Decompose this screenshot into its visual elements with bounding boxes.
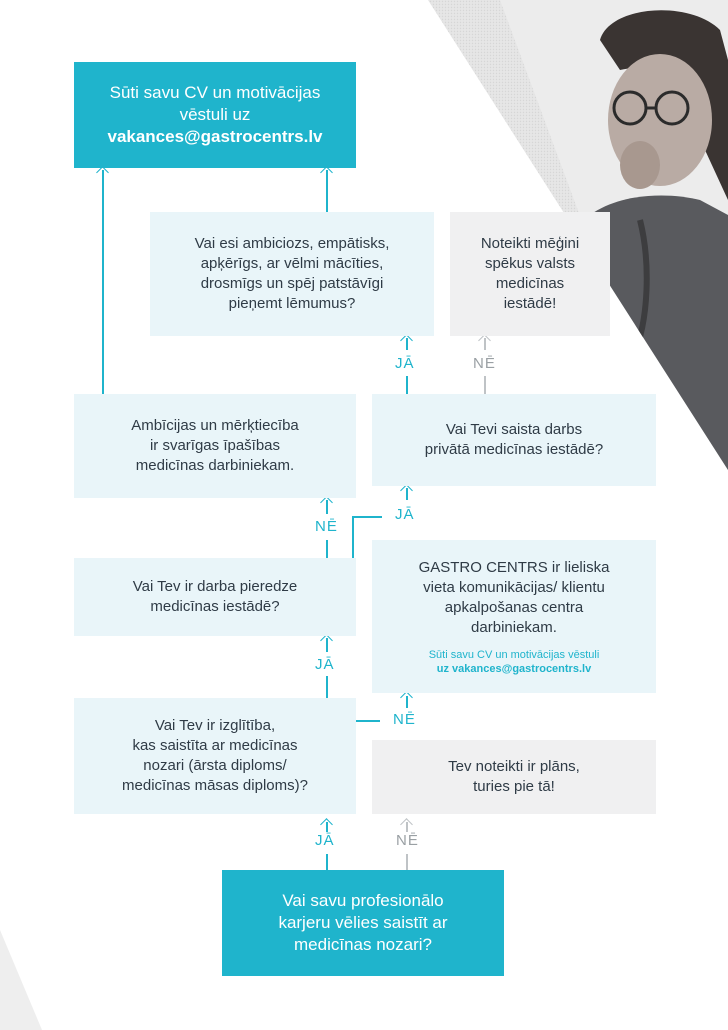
private-question [372,394,656,486]
public-line-2: spēkus valsts [484,255,576,272]
public-answer [450,212,610,336]
private-line-1: Vai Tevi saista darbs [445,421,583,438]
connector-private-no [484,376,486,394]
ambition-line-3: medicīnas darbiniekam. [135,457,295,474]
apply-box [74,62,356,168]
education-line-3: nozari (ārsta diploms/ [143,757,287,774]
qualities-line-4: pieņemt lēmumus? [228,295,356,312]
label-yes: JĀ [315,832,335,849]
public-line-1: Noteikti mēģini [480,235,580,252]
connector-start-yes-top [326,822,328,832]
contact-line-4: darbiniekam. [471,618,557,636]
connector-private-yes [406,376,408,394]
public-line-4: iestādē! [503,295,557,312]
contact-note-text: Sūti savu CV un motivācijas vēstuli [428,648,600,661]
start-line-2: karjeru vēlies saistīt ar [278,913,448,932]
contact-line-2: vieta komunikācijas/ klientu [423,578,605,596]
connector-education-yes [326,676,328,698]
contact-line-3: apkalpošanas centra [444,598,584,616]
label-yes: JĀ [315,656,335,673]
apply-line-2: vēstuli uz [179,105,251,124]
connector-education-no [356,720,380,722]
ambition-line-1: Ambīcijas un mērķtiecība [131,417,299,434]
education-line-4: medicīnas māsas diploms)? [122,777,308,794]
contact-line-1: GASTRO CENTRS ir lieliska [418,558,610,576]
connector-experience-no [326,540,328,558]
education-line-1: Vai Tev ir izglītība, [154,717,276,734]
plan-line-2: turies pie tā! [473,778,555,795]
qualities-line-1: Vai esi ambiciozs, empātisks, [194,235,390,252]
connector-start-no-top [406,822,408,832]
label-no: NĒ [396,832,419,849]
plan-line-1: Tev noteikti ir plāns, [448,758,580,775]
ambition-line-2: ir svarīgas īpašības [149,437,281,454]
connector-ambition-apply [102,170,104,394]
education-question [74,698,356,814]
label-no: NĒ [315,518,338,535]
experience-line-1: Vai Tev ir darba pieredze [132,578,298,595]
label-yes: JĀ [395,506,415,523]
label-no: NĒ [473,355,496,372]
public-line-3: medicīnas [495,275,565,292]
qualities-line-3: drosmīgs un spēj patstāvīgi [200,275,384,292]
apply-email[interactable]: vakances@gastrocentrs.lv [107,127,323,146]
plan-answer [372,740,656,814]
start-line-3: medicīnas nozari? [294,935,432,954]
apply-line-1: Sūti savu CV un motivācijas [109,83,321,102]
connector-start-no [406,854,408,870]
experience-question [74,558,356,636]
connector-start-yes [326,854,328,870]
contact-note [429,648,600,676]
qualities-line-2: apķērīgs, ar vēlmi mācīties, [200,255,384,272]
ambition-statement [74,394,356,498]
connector-experience-yes-up [352,516,354,558]
label-yes: JĀ [395,355,415,372]
start-line-1: Vai savu profesionālo [282,891,444,910]
experience-line-2: medicīnas iestādē? [150,598,280,615]
contact-note-email[interactable]: uz vakances@gastrocentrs.lv [436,662,592,675]
start-question [222,870,504,976]
qualities-question [150,212,434,336]
contact-center-box [372,540,656,693]
connector-experience-yes-across [352,516,382,518]
education-line-2: kas saistīta ar medicīnas [132,737,298,754]
label-no: NĒ [393,711,416,728]
private-line-2: privātā medicīnas iestādē? [424,441,604,458]
